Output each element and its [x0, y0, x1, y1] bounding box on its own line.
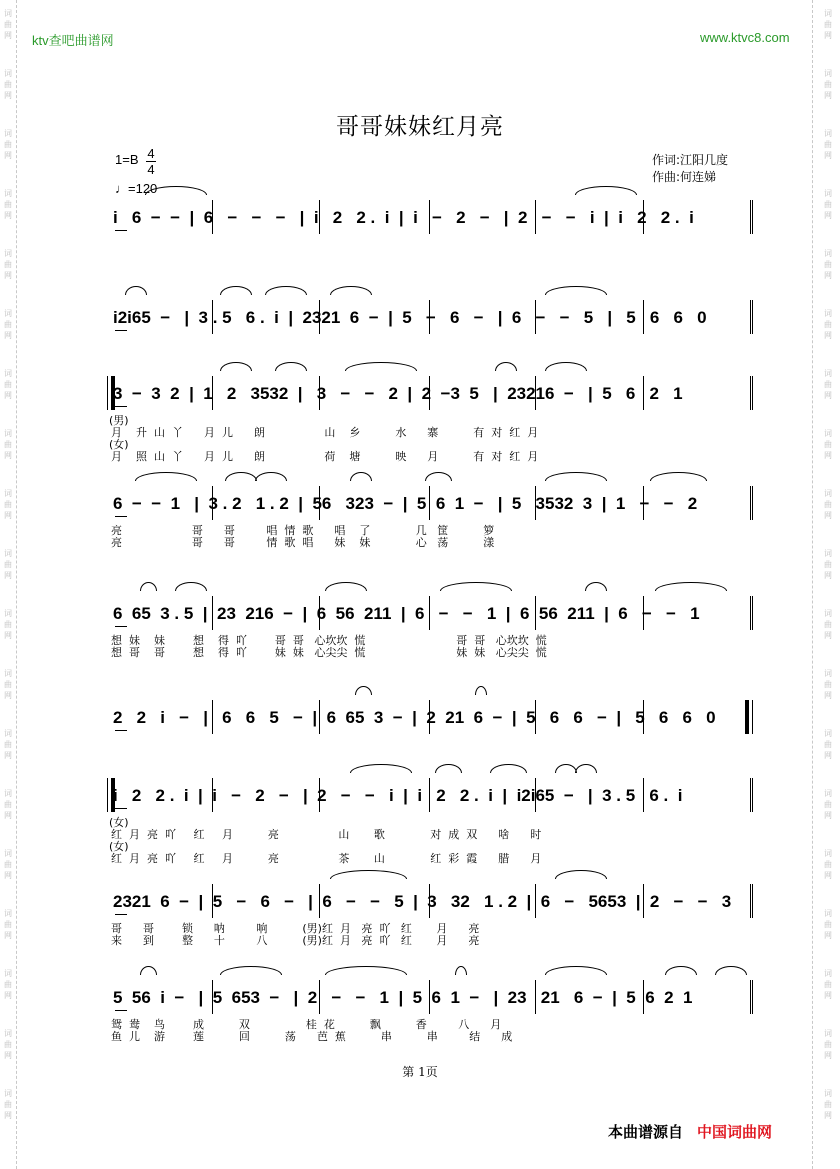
watermark-text: 词 曲 网: [824, 189, 832, 220]
notation-line: 2 2 i − | 6 6 5 − | 6 65 3 − | 2 21 6 − | 5 6 6 − | 5 6 6 0: [113, 708, 716, 727]
notation-line: 6 65 3 . 5 | 23 216 − | 6 56 211 | 6 − − 1 | 6 56 211 | 6 − − 1: [113, 604, 700, 623]
watermark-text: 词 曲 网: [4, 609, 12, 640]
watermark-text: 词 曲 网: [4, 69, 12, 100]
bar-line: [750, 778, 751, 812]
slur: [135, 472, 197, 481]
slur: [145, 186, 207, 195]
beam-underline: [115, 406, 127, 407]
meter-top: 4: [147, 146, 155, 161]
watermark-text: 词 曲 网: [4, 429, 12, 460]
slur: [325, 582, 367, 591]
watermark-text: 词 曲 网: [824, 9, 832, 40]
bar-line: [752, 778, 753, 812]
slur: [545, 286, 607, 295]
left-margin-line: [16, 0, 31, 1169]
slur: [220, 966, 282, 975]
beam-underline: [115, 914, 127, 915]
slur: [325, 966, 407, 975]
watermark-text: 词 曲 网: [824, 369, 832, 400]
credits: [652, 152, 728, 186]
slur: [225, 472, 257, 481]
watermark-text: 词 曲 网: [4, 369, 12, 400]
song-title: 哥哥妹妹红月亮: [336, 114, 504, 140]
header-left-site[interactable]: ktv查吧曲谱网: [32, 33, 114, 48]
header-right-site[interactable]: www.ktvc8.com: [700, 30, 790, 45]
slur: [255, 472, 287, 481]
bar-line: [750, 884, 751, 918]
watermark-text: 词 曲 网: [824, 69, 832, 100]
watermark-text: 词 曲 网: [4, 789, 12, 820]
notation-line: i2i65 − | 3 . 5 6 . i | 2321 6 − | 5 − 6 − | 6 − − 5 | 5 6 6 0: [113, 308, 707, 327]
source-site[interactable]: 中国词曲网: [697, 1123, 773, 1141]
slur: [575, 186, 637, 195]
score-row: [105, 980, 757, 1060]
notation-line: i 6 − − | 6 − − − | i 2 2 . i | i − 2 − | 2 − − i | i 2 2 . i: [113, 208, 694, 227]
slur: [140, 966, 157, 975]
bar-line: [750, 300, 751, 334]
beam-underline: [115, 730, 127, 731]
slur: [140, 582, 157, 591]
bar-line: [752, 700, 753, 734]
watermark-text: 词 曲 网: [824, 429, 832, 460]
slur: [665, 966, 697, 975]
slur: [220, 286, 252, 295]
bar-line: [752, 596, 753, 630]
lyric-line: 想 妹 妹 想 得 吖 哥 哥 心坎坎 慌 哥 哥 心坎坎 慌: [111, 634, 547, 647]
watermark-text: 词 曲 网: [4, 9, 12, 40]
beam-underline: [115, 626, 127, 627]
lyric-line: 鱼 儿 游 莲 回 荡 芭 蕉 串 串 结 成: [111, 1030, 513, 1043]
slur: [475, 686, 487, 695]
slur: [175, 582, 207, 591]
slur: [355, 686, 372, 695]
watermark-text: 词 曲 网: [4, 1089, 12, 1120]
watermark-text: 词 曲 网: [824, 489, 832, 520]
watermark-text: 词 曲 网: [824, 909, 832, 940]
lyricist: 作词:江阳几度: [652, 153, 729, 167]
notation-line: i 2 2 . i | i − 2 − | 2 − − i | i 2 2 . i | i2i65 − | 3 . 5 6 . i: [113, 786, 683, 805]
lyric-line: 红 月 亮 吖 红 月 亮 山 歌 对 成 双 啥 时: [111, 828, 542, 841]
lyric-line: (男): [109, 414, 129, 427]
watermark-text: 词 曲 网: [824, 1089, 832, 1120]
beam-underline: [115, 516, 127, 517]
bar-line: [752, 200, 753, 234]
watermark-text: 词 曲 网: [824, 309, 832, 340]
time-signature: [146, 146, 156, 177]
watermark-text: 词 曲 网: [824, 849, 832, 880]
watermark-text: 词 曲 网: [4, 249, 12, 280]
lyric-line: 来 到 整 十 八 (男)红 月 亮 吖 红 月 亮: [111, 934, 480, 947]
score-row: [105, 596, 757, 676]
watermark-text: 词 曲 网: [4, 909, 12, 940]
lyric-line: 月 照 山 丫 月 儿 朗 荷 塘 映 月 有 对 红 月: [111, 450, 539, 463]
notation-line: 6 − − 1 | 3 . 2 1 . 2 | 56 323 − | 5 6 1 − | 5 3532 3 | 1 − − 2: [113, 494, 698, 513]
tempo-marking: ♩=120: [115, 181, 158, 196]
bar-line: [752, 980, 753, 1014]
watermark-text: 词 曲 网: [4, 189, 12, 220]
key-signature: 1=B: [115, 152, 139, 167]
slur: [650, 472, 707, 481]
watermark-text: 词 曲 网: [4, 729, 12, 760]
lyric-line: 月 升 山 丫 月 儿 朗 山 乡 水 寨 有 对 红 月: [111, 426, 539, 439]
repeat-end-bar: [745, 700, 749, 734]
composer: 作曲:何连娣: [652, 170, 717, 184]
slur: [545, 966, 607, 975]
page-number: 第 1页: [402, 1065, 438, 1079]
watermark-text: 词 曲 网: [824, 729, 832, 760]
bar-line: [107, 778, 108, 812]
score-row: [105, 376, 757, 463]
slur: [585, 582, 607, 591]
lyric-line: (女): [109, 438, 129, 451]
lyric-line: 哥 哥 锁 呐 响 (男)红 月 亮 吖 红 月 亮: [111, 922, 480, 935]
score-row: [105, 300, 757, 380]
slur: [125, 286, 147, 295]
watermark-text: 词 曲 网: [824, 249, 832, 280]
watermark-text: 词 曲 网: [4, 129, 12, 160]
slur: [440, 582, 512, 591]
slur: [655, 582, 727, 591]
lyric-line: 鸳 鸯 鸟 成 双 桂 花 飘 香 八 月: [111, 1018, 502, 1031]
notation-line: 5 56 i − | 5 653 − | 2 − − 1 | 5 6 1 − | 23 21 6 − | 5 6 2 1: [113, 988, 693, 1007]
slur: [330, 870, 407, 879]
lyric-line: (女): [109, 840, 129, 853]
bar-line: [752, 376, 753, 410]
score-row: [105, 486, 757, 566]
beam-underline: [115, 808, 127, 809]
slur: [425, 472, 452, 481]
slur: [715, 966, 747, 975]
score-row: [105, 778, 757, 865]
lyric-line: 想 哥 哥 想 得 吖 妹 妹 心尖尖 慌 妹 妹 心尖尖 慌: [111, 646, 547, 659]
bar-line: [750, 200, 751, 234]
source-credit: [608, 1121, 772, 1142]
lyric-line: 红 月 亮 吖 红 月 亮 茶 山 红 彩 霞 腊 月: [111, 852, 542, 865]
watermark-text: 词 曲 网: [824, 1029, 832, 1060]
score-row: [105, 884, 757, 964]
lyric-line: (女): [109, 816, 129, 829]
watermark-text: 词 曲 网: [4, 489, 12, 520]
watermark-text: 词 曲 网: [824, 609, 832, 640]
watermark-text: 词 曲 网: [4, 849, 12, 880]
bar-line: [750, 980, 751, 1014]
beam-underline: [115, 1010, 127, 1011]
watermark-text: 词 曲 网: [824, 789, 832, 820]
watermark-text: 词 曲 网: [824, 669, 832, 700]
watermark-text: 词 曲 网: [4, 1029, 12, 1060]
bar-line: [752, 486, 753, 520]
bar-line: [750, 376, 751, 410]
bar-line: [750, 486, 751, 520]
source-label: 本曲谱源自: [608, 1123, 684, 1141]
slur: [265, 286, 307, 295]
slur: [350, 472, 372, 481]
bar-line: [107, 376, 108, 410]
bar-line: [752, 300, 753, 334]
watermark-text: 词 曲 网: [824, 129, 832, 160]
slur: [555, 870, 607, 879]
lyric-line: 亮 哥 哥 情 歌 唱 妹 妹 心 荡 漾: [111, 536, 495, 549]
meter-bottom: 4: [147, 162, 155, 177]
bar-line: [752, 884, 753, 918]
lyric-line: 亮 哥 哥 唱 情 歌 唱 了 几 筐 箩: [111, 524, 495, 537]
notation-line: 2321 6 − | 5 − 6 − | 6 − − 5 | 3 32 1 . 2 | 6 − 5653 | 2 − − 3: [113, 892, 732, 911]
beam-underline: [115, 230, 127, 231]
watermark-text: 词 曲 网: [4, 549, 12, 580]
slur: [545, 472, 607, 481]
watermark-text: 词 曲 网: [824, 969, 832, 1000]
bar-line: [750, 596, 751, 630]
score-row: [105, 200, 757, 280]
watermark-text: 词 曲 网: [4, 309, 12, 340]
slur: [455, 966, 467, 975]
beam-underline: [115, 330, 127, 331]
notation-line: 3 − 3 2 | 1 2 3532 | 3 − − 2 | 2 −3 5 | 23216 − | 5 6 2 1: [113, 384, 683, 403]
watermark-text: 词 曲 网: [4, 969, 12, 1000]
slur: [330, 286, 372, 295]
watermark-text: 词 曲 网: [824, 549, 832, 580]
score-row: [105, 700, 757, 780]
watermark-text: 词 曲 网: [4, 669, 12, 700]
